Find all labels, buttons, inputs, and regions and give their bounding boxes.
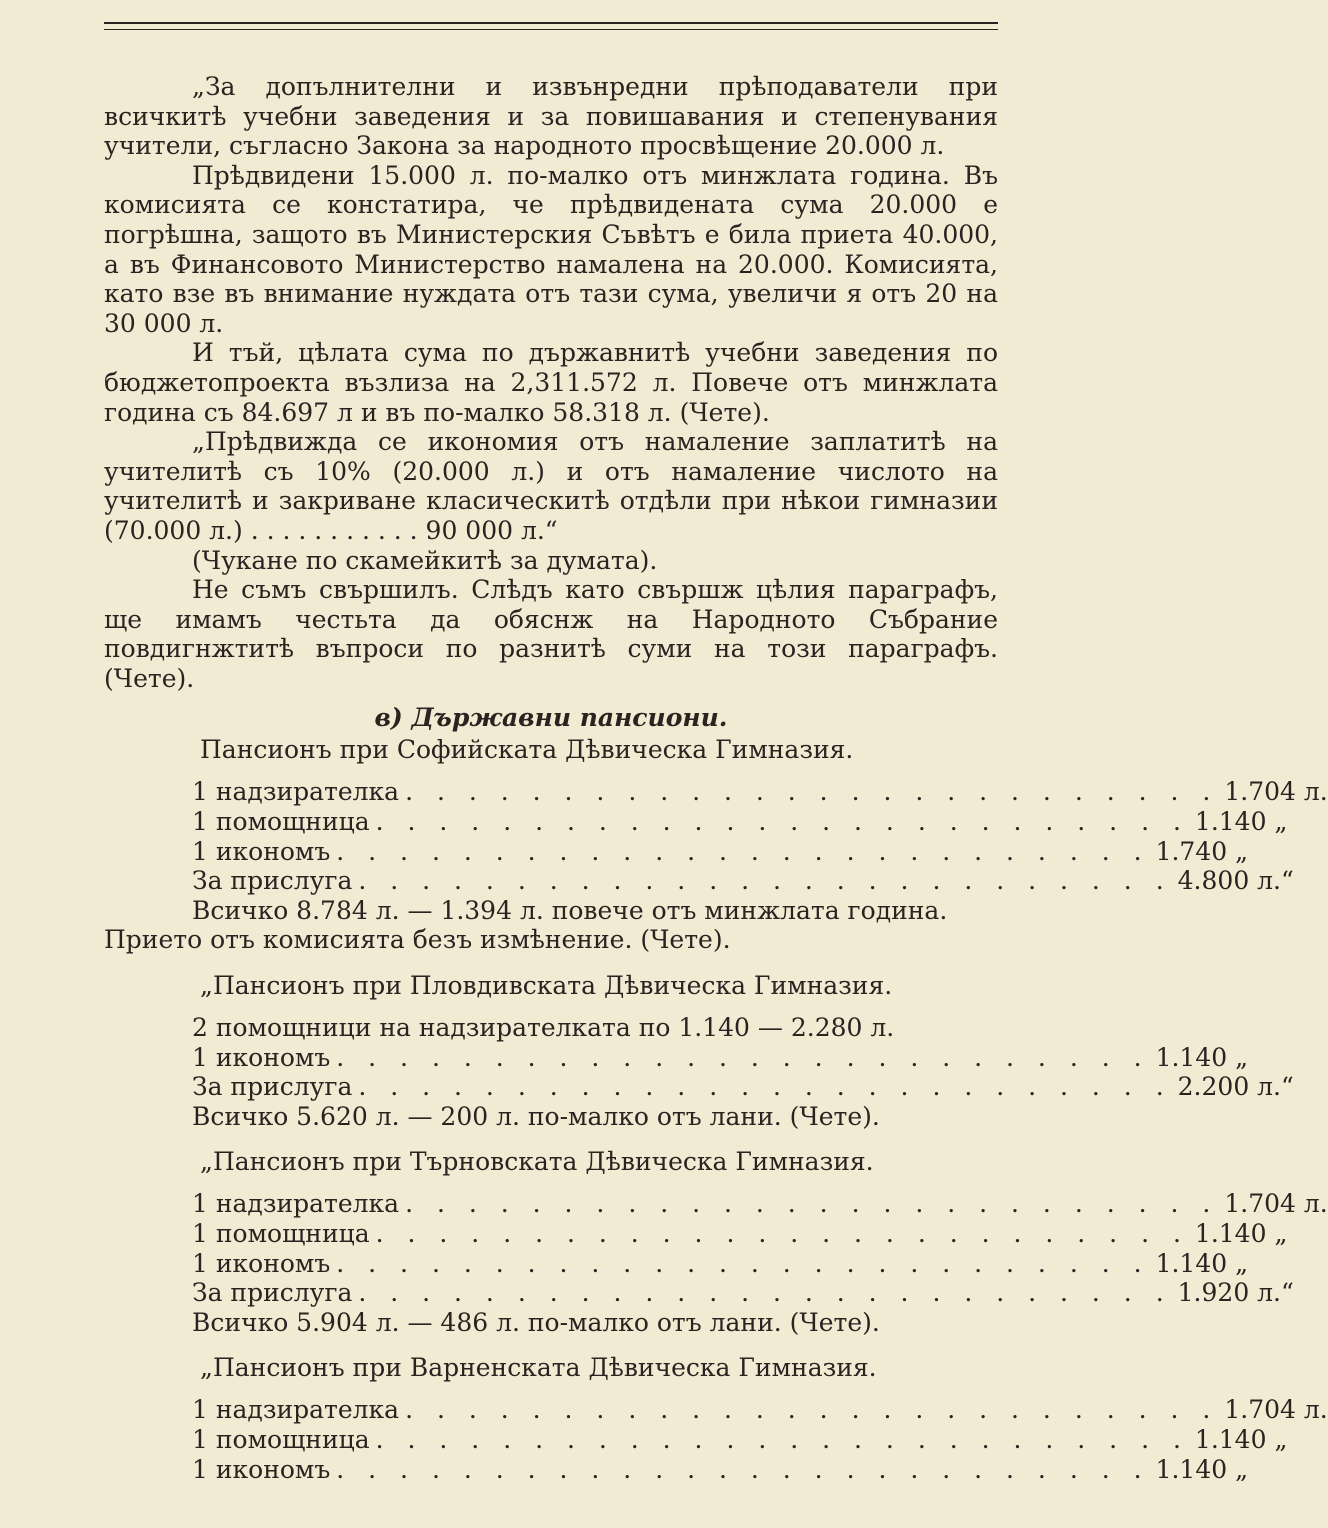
item-amount: 4.800 л.“	[1177, 866, 1294, 896]
leader-dots: . . . . . . . . . . . . . . . . . . . . . . . . . .	[336, 836, 1150, 866]
pension-item	[192, 1424, 1288, 1455]
item-amount: 1.140 „	[1194, 807, 1288, 837]
pension-item	[192, 807, 1288, 837]
leader-dots: . . . . . . . . . . . . . . . . . . . . . . . . . .	[375, 1219, 1189, 1248]
leader-dots: . . . . . . . . . . . . . . . . . . . . . . . . . .	[405, 1395, 1219, 1425]
pension-item	[192, 1454, 1249, 1485]
item-amount: 1.704 л.	[1224, 1189, 1328, 1219]
item-label: 1 икономъ	[192, 836, 331, 866]
item-amount: 2.200 л.“	[1177, 1072, 1294, 1102]
paragraph: „За допълнителни и извънредни прѣподаватели при всичкитѣ учебни заведения и за повишавания и степенувания учители, съгласно Закона за народното просвѣщение 20.000 л.	[104, 72, 998, 161]
item-amount: 1.140 „	[1155, 1248, 1249, 1278]
item-label: За прислуга	[192, 866, 353, 896]
pension-item	[192, 777, 1328, 807]
item-label: 1 надзирателка	[192, 1395, 400, 1425]
item-label: 1 икономъ	[192, 1248, 331, 1278]
item-amount: 1.740 „	[1155, 836, 1249, 866]
pension-total: Всичко 8.784 л. — 1.394 л. повече отъ минжлата година.	[192, 895, 948, 925]
item-amount: 1.704 л.	[1224, 777, 1328, 807]
item-label: 1 икономъ	[192, 1454, 331, 1484]
pension-title: „Пансионъ при Търновската Дѣвическа Гимназия.	[200, 1147, 874, 1177]
item-amount: 1.920 л.“	[1177, 1278, 1294, 1308]
pension-title: „Пансионъ при Варненската Дѣвическа Гимназия.	[200, 1353, 877, 1383]
header-rule	[104, 22, 998, 24]
pension-item	[192, 1248, 1249, 1279]
item-amount: 1.140 „	[1194, 1424, 1288, 1454]
pension-item	[192, 1189, 1328, 1219]
item-amount: 1.140 „	[1155, 1454, 1249, 1484]
pension-item	[192, 1042, 1249, 1073]
item-label: 1 надзирателка	[192, 1189, 400, 1219]
paragraph: „Прѣдвижда се икономия отъ намаление заплатитѣ на учителитѣ съ 10% (20.000 л.) и отъ намаление числото на учителитѣ и закриване класическитѣ отдѣли при нѣкои гимназии (70.000 л.) . . . . . . . . . . . 90 000 л.“	[104, 427, 998, 545]
pension-items	[192, 777, 1328, 896]
paragraph: (Чукане по скамейкитѣ за думата).	[192, 545, 658, 575]
leader-dots: . . . . . . . . . . . . . . . . . . . . . . . . . .	[375, 1424, 1189, 1454]
item-amount: 1.704 л.	[1224, 1395, 1328, 1425]
pension-item	[192, 1278, 1294, 1308]
paragraph: Прѣдвидени 15.000 л. по-малко отъ минжлата година. Въ комисията се констатира, че прѣдвидената сума 20.000 е погрѣшна, защото въ Министерския Съвѣтъ е била приета 40.000, а въ Финансовото Министерство намалена на 20.000. Комисията, като взе въ внимание нуждата отъ тази сума, увеличи я отъ 20 на 30 000 л.	[104, 160, 998, 338]
leader-dots: . . . . . . . . . . . . . . . . . . . . . . . . . .	[336, 1042, 1150, 1072]
item-label: 1 надзирателка	[192, 777, 400, 807]
pension-title: Пансионъ при Софийската Дѣвическа Гимназия.	[200, 735, 854, 765]
pension-item	[192, 1072, 1294, 1102]
item-amount: 1.140 „	[1155, 1042, 1249, 1072]
pension-title: „Пансионъ при Пловдивската Дѣвическа Гимназия.	[200, 971, 893, 1001]
pension-total: Всичко 5.904 л. — 486 л. по-малко отъ лани. (Чете).	[192, 1307, 880, 1337]
pension-items	[192, 1013, 1294, 1102]
leader-dots: . . . . . . . . . . . . . . . . . . . . . . . . . .	[405, 777, 1219, 807]
pension-note: Прието отъ комисията безъ измѣнение. (Чете).	[104, 925, 731, 955]
item-label: 1 икономъ	[192, 1042, 331, 1072]
leader-dots: . . . . . . . . . . . . . . . . . . . . . . . . . .	[336, 1248, 1150, 1278]
leader-dots: . . . . . . . . . . . . . . . . . . . . . . . . . .	[358, 866, 1172, 896]
item-label: За прислуга	[192, 1278, 353, 1308]
paragraph: Не съмъ свършилъ. Слѣдъ като свършж цѣлия параграфъ, ще имамъ честьта да обяснж на Народното Събрание повдигнжтитѣ въпроси по разнитѣ суми на този параграфъ. (Чете).	[104, 575, 998, 693]
pension-items	[192, 1395, 1328, 1484]
paragraph: И тъй, цѣлата сума по държавнитѣ учебни заведения по бюджетопроекта възлиза на 2,311.572 л. Повече отъ минжлата година съ 84.697 л и въ по-малко 58.318 л. (Чете).	[104, 338, 998, 427]
item-label: 2 помощници на надзирателката по 1.140 — 2.280 л.	[192, 1013, 895, 1043]
leader-dots: . . . . . . . . . . . . . . . . . . . . . . . . . .	[358, 1278, 1172, 1308]
pension-items	[192, 1189, 1328, 1308]
pension-total: Всичко 5.620 л. — 200 л. по-малко отъ лани. (Чете).	[192, 1101, 880, 1131]
item-label: За прислуга	[192, 1072, 353, 1102]
section-heading: в) Държавни пансиони.	[374, 703, 728, 733]
pension-item	[192, 836, 1249, 867]
header-rule-thin	[104, 29, 998, 30]
pension-item	[192, 866, 1294, 896]
pension-item	[192, 1013, 998, 1043]
leader-dots: . . . . . . . . . . . . . . . . . . . . . . . . . .	[405, 1189, 1219, 1219]
item-label: 1 помощница	[192, 1424, 370, 1454]
leader-dots: . . . . . . . . . . . . . . . . . . . . . . . . . .	[336, 1454, 1150, 1484]
item-label: 1 помощница	[192, 1219, 370, 1248]
pension-item	[192, 1219, 1288, 1249]
leader-dots: . . . . . . . . . . . . . . . . . . . . . . . . . .	[375, 807, 1189, 837]
item-label: 1 помощница	[192, 807, 370, 837]
page-body	[104, 72, 1328, 1484]
pension-item	[192, 1395, 1328, 1425]
leader-dots: . . . . . . . . . . . . . . . . . . . . . . . . . .	[358, 1072, 1172, 1102]
item-amount: 1.140 „	[1194, 1219, 1288, 1248]
